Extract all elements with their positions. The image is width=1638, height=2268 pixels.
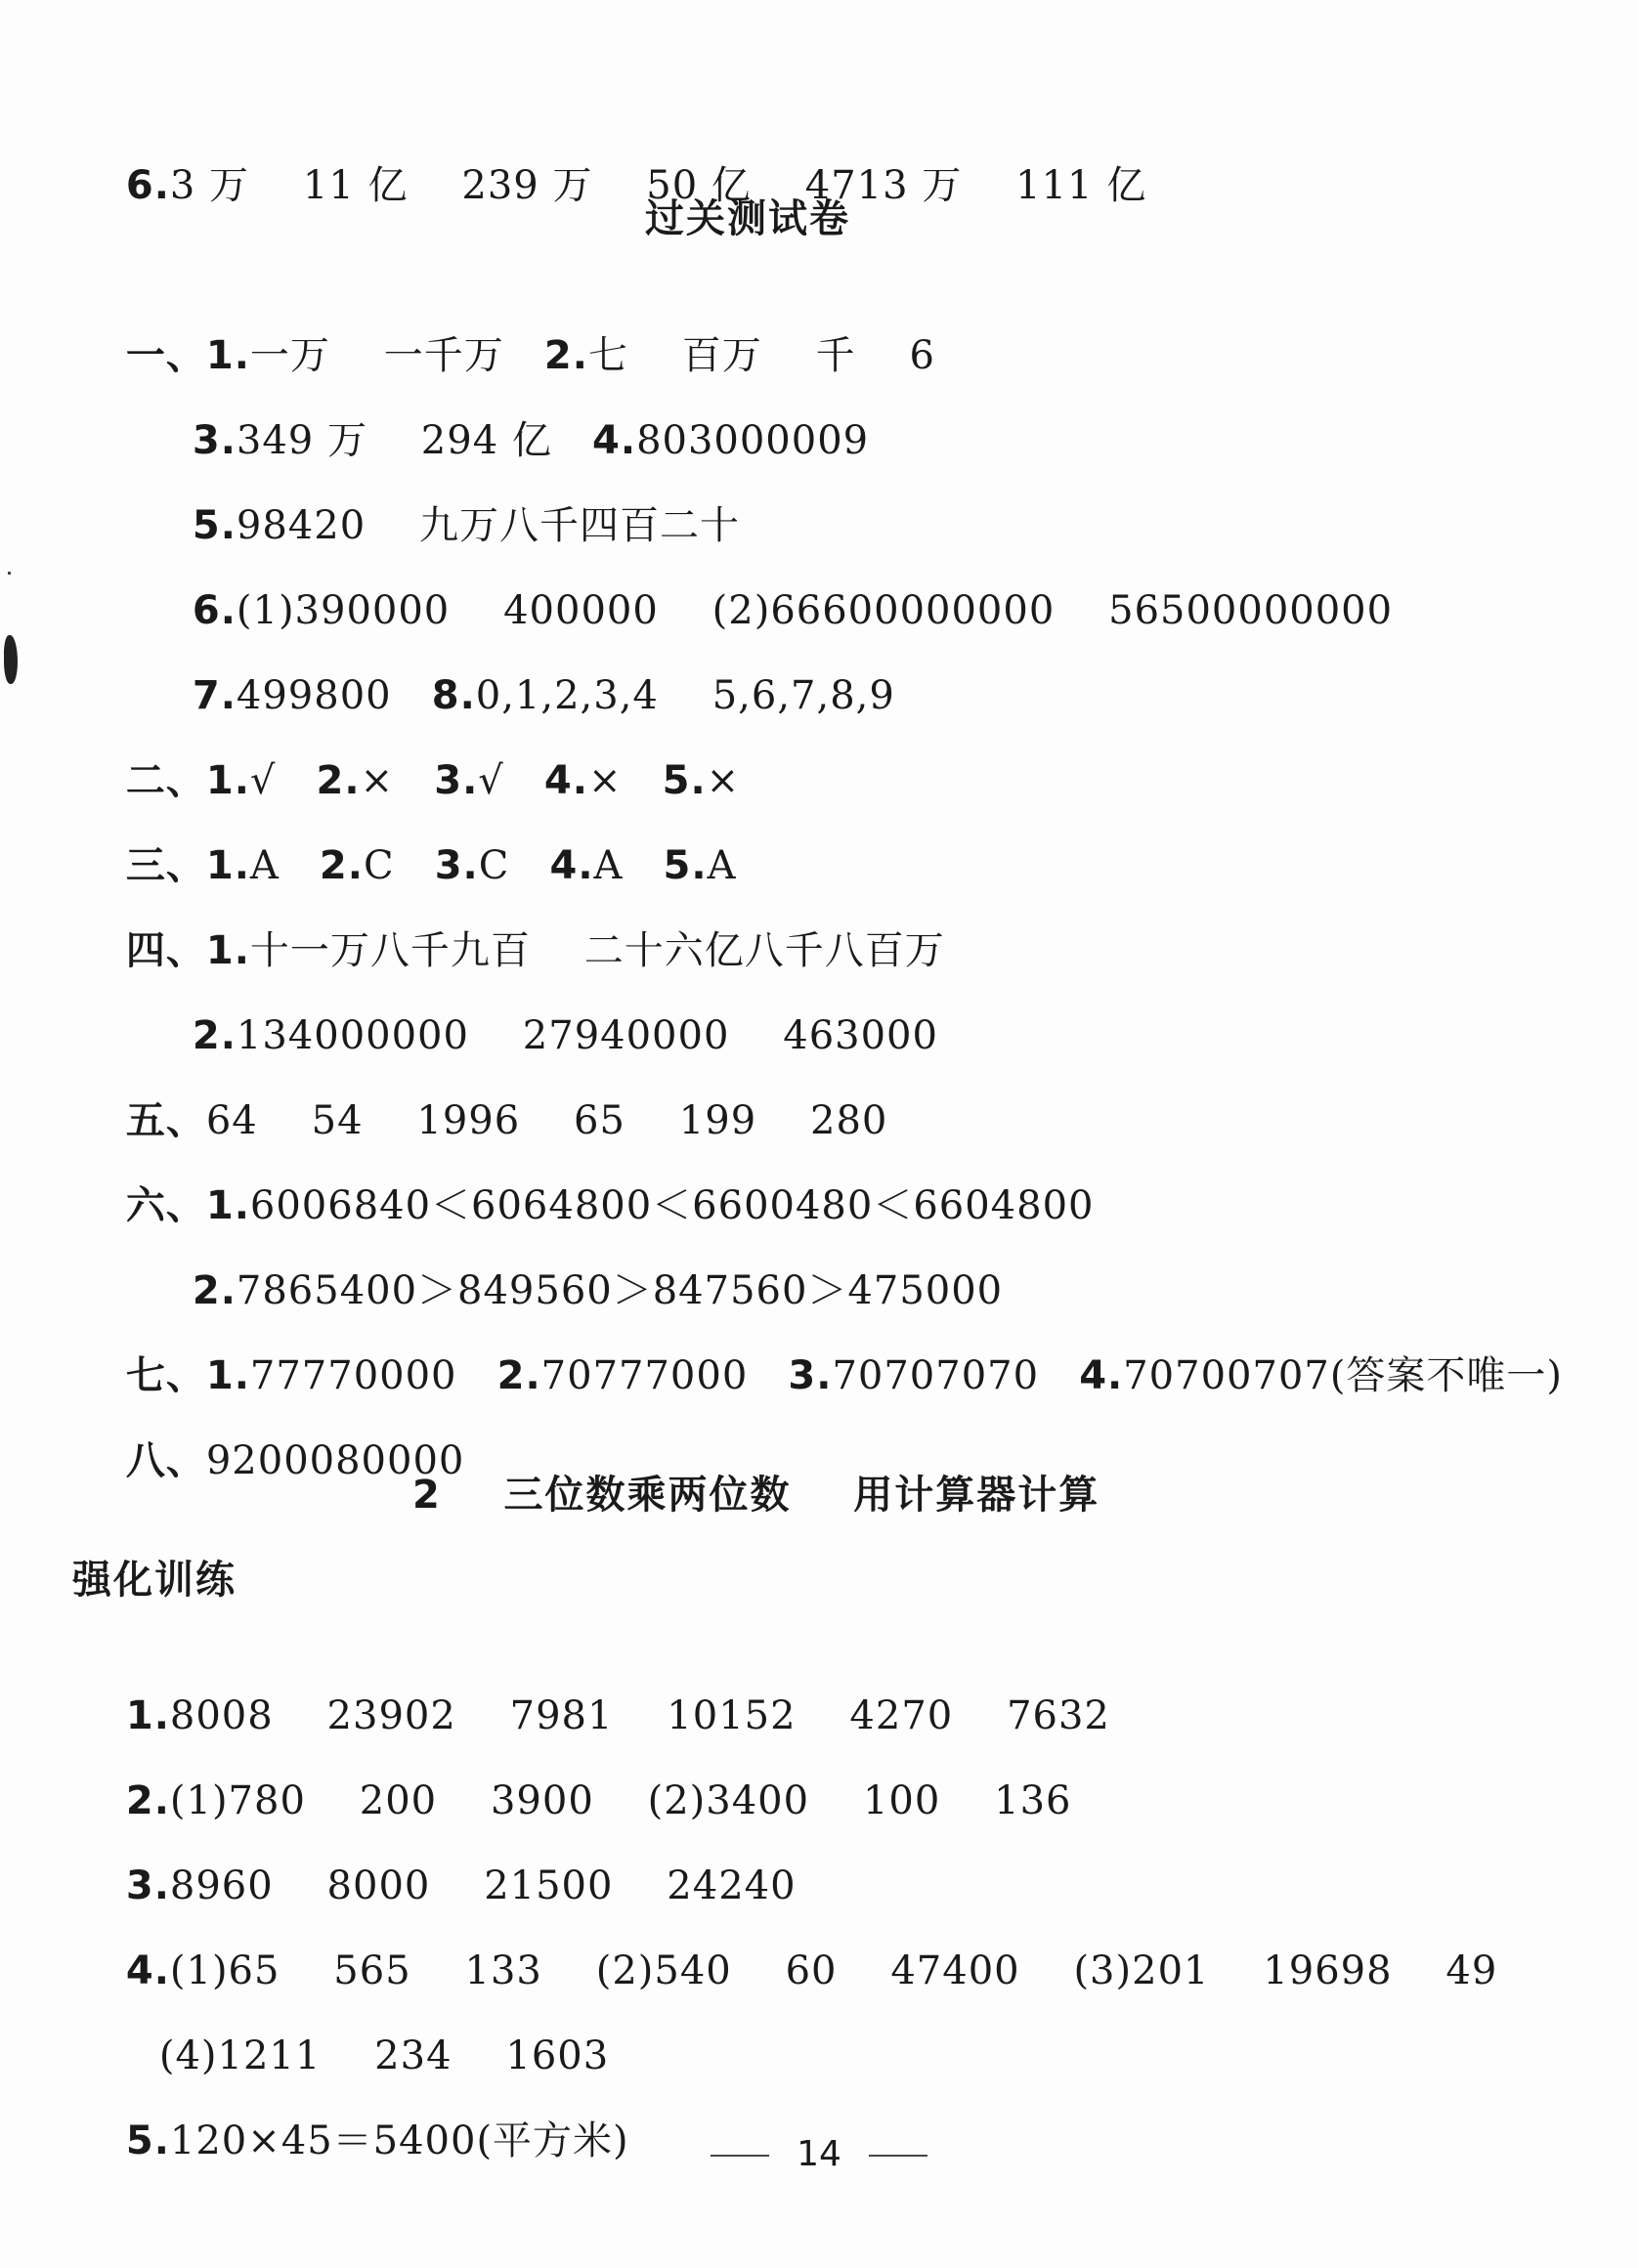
answer-text: 70700707(答案不唯一) — [1123, 1353, 1564, 1398]
answer-text: 70777000 — [540, 1353, 789, 1398]
answer-text: (4)1211 234 1603 — [158, 2033, 610, 2078]
scan-ink-blot — [4, 635, 18, 684]
answer-text: 8008 23902 7981 10152 4270 7632 — [169, 1693, 1110, 1738]
item-number: 5. — [663, 843, 708, 888]
part-label: 一、 — [125, 333, 206, 378]
answer-text: 499800 — [236, 673, 432, 718]
dash-right — [869, 2155, 927, 2157]
answer-text: 7865400＞849560＞847560＞475000 — [236, 1268, 1004, 1313]
part-label: 五、 — [125, 1098, 206, 1143]
item-number: 3. — [192, 418, 237, 463]
section-title-multiplication: 2 三位数乘两位数 用计算器计算 — [412, 1473, 1100, 1518]
item-number: 1. — [205, 333, 250, 378]
dash-left — [711, 2155, 769, 2157]
answer-text: (1)65 565 133 (2)540 60 47400 (3)201 19698 49 — [169, 1948, 1498, 1993]
answer-text: 3 万 11 亿 239 万 50 亿 4713 万 111 亿 — [169, 163, 1147, 208]
subsection-title-practice: 强化训练 — [72, 1558, 237, 1603]
item-number: 4. — [1079, 1353, 1124, 1398]
item-number: 1. — [205, 758, 250, 803]
item-number: 2. — [192, 1268, 237, 1313]
item-number: 4. — [543, 758, 588, 803]
item-number: 6. — [192, 588, 237, 633]
item-number: 1. — [205, 1353, 250, 1398]
answer-text: 64 54 1996 65 199 280 — [205, 1098, 888, 1143]
item-number: 7. — [192, 673, 237, 718]
item-number: 3. — [434, 843, 479, 888]
answer-text: 0,1,2,3,4 5,6,7,8,9 — [475, 673, 895, 718]
answer-text: 9200080000 — [205, 1438, 465, 1483]
answer-text: 120×45＝5400(平方米) — [169, 2118, 629, 2163]
part-label: 七、 — [125, 1353, 206, 1398]
item-number: 2. — [125, 1778, 170, 1823]
scan-speck — [8, 572, 11, 575]
page-number-text: 14 — [797, 2134, 841, 2174]
answer-text: × — [706, 758, 741, 803]
item-number: 4. — [549, 843, 594, 888]
item-number: 1. — [205, 1183, 250, 1228]
answer-text: A — [707, 843, 737, 888]
answer-text: A — [593, 843, 664, 888]
answer-text: √ — [249, 758, 317, 803]
part-8-line — [72, 1385, 464, 1537]
item-number: 3. — [788, 1353, 833, 1398]
answer-text: 77770000 — [249, 1353, 497, 1398]
item-number: 1. — [205, 928, 250, 973]
answer-text: √ — [478, 758, 544, 803]
answer-text: × — [360, 758, 435, 803]
answer-text: 349 万 294 亿 — [236, 418, 593, 463]
answer-text: 8960 8000 21500 24240 — [169, 1863, 797, 1908]
item-number: 5. — [662, 758, 707, 803]
item-number: 2. — [496, 1353, 541, 1398]
item-number: 5. — [192, 503, 237, 548]
answer-text: C — [363, 843, 435, 888]
answer-text: (1)390000 400000 (2)66600000000 56500000000 — [236, 588, 1394, 633]
part-label: 六、 — [125, 1183, 206, 1228]
page-number — [0, 2130, 1638, 2179]
part-label: 四、 — [125, 928, 206, 973]
answer-text: A — [249, 843, 320, 888]
item-number: 2. — [192, 1013, 237, 1058]
item-number: 2. — [543, 333, 588, 378]
item-number: 2. — [316, 758, 361, 803]
item-number: 4. — [125, 1948, 170, 1993]
item-number: 5. — [125, 2118, 170, 2163]
answer-text: 6006840＜6064800＜6600480＜6604800 — [249, 1183, 1095, 1228]
section-title-test: 过关测试卷 — [645, 196, 850, 241]
item-number: 4. — [592, 418, 637, 463]
answer-text: 134000000 27940000 463000 — [236, 1013, 938, 1058]
answer-text: 一万 一千万 — [249, 333, 544, 378]
answer-line-6 — [72, 109, 1146, 262]
item-number: 8. — [431, 673, 476, 718]
answer-text: 70707070 — [832, 1353, 1080, 1398]
part-label: 二、 — [125, 758, 206, 803]
item-number: 3. — [125, 1863, 170, 1908]
item-number: 2. — [319, 843, 364, 888]
item-number: 6. — [125, 163, 170, 208]
answer-text: 七 百万 千 6 — [587, 333, 935, 378]
item-number: 1. — [125, 1693, 170, 1738]
answer-text: (1)780 200 3900 (2)3400 100 136 — [169, 1778, 1072, 1823]
answer-text: × — [587, 758, 663, 803]
part-label: 八、 — [125, 1438, 206, 1483]
answer-text: 十一万八千九百 二十六亿八千八百万 — [249, 928, 945, 973]
answer-text: C — [478, 843, 550, 888]
answer-text: 98420 九万八千四百二十 — [236, 503, 740, 548]
item-number: 3. — [434, 758, 479, 803]
answer-text: 803000009 — [636, 418, 870, 463]
item-number: 1. — [205, 843, 250, 888]
part-label: 三、 — [125, 843, 206, 888]
